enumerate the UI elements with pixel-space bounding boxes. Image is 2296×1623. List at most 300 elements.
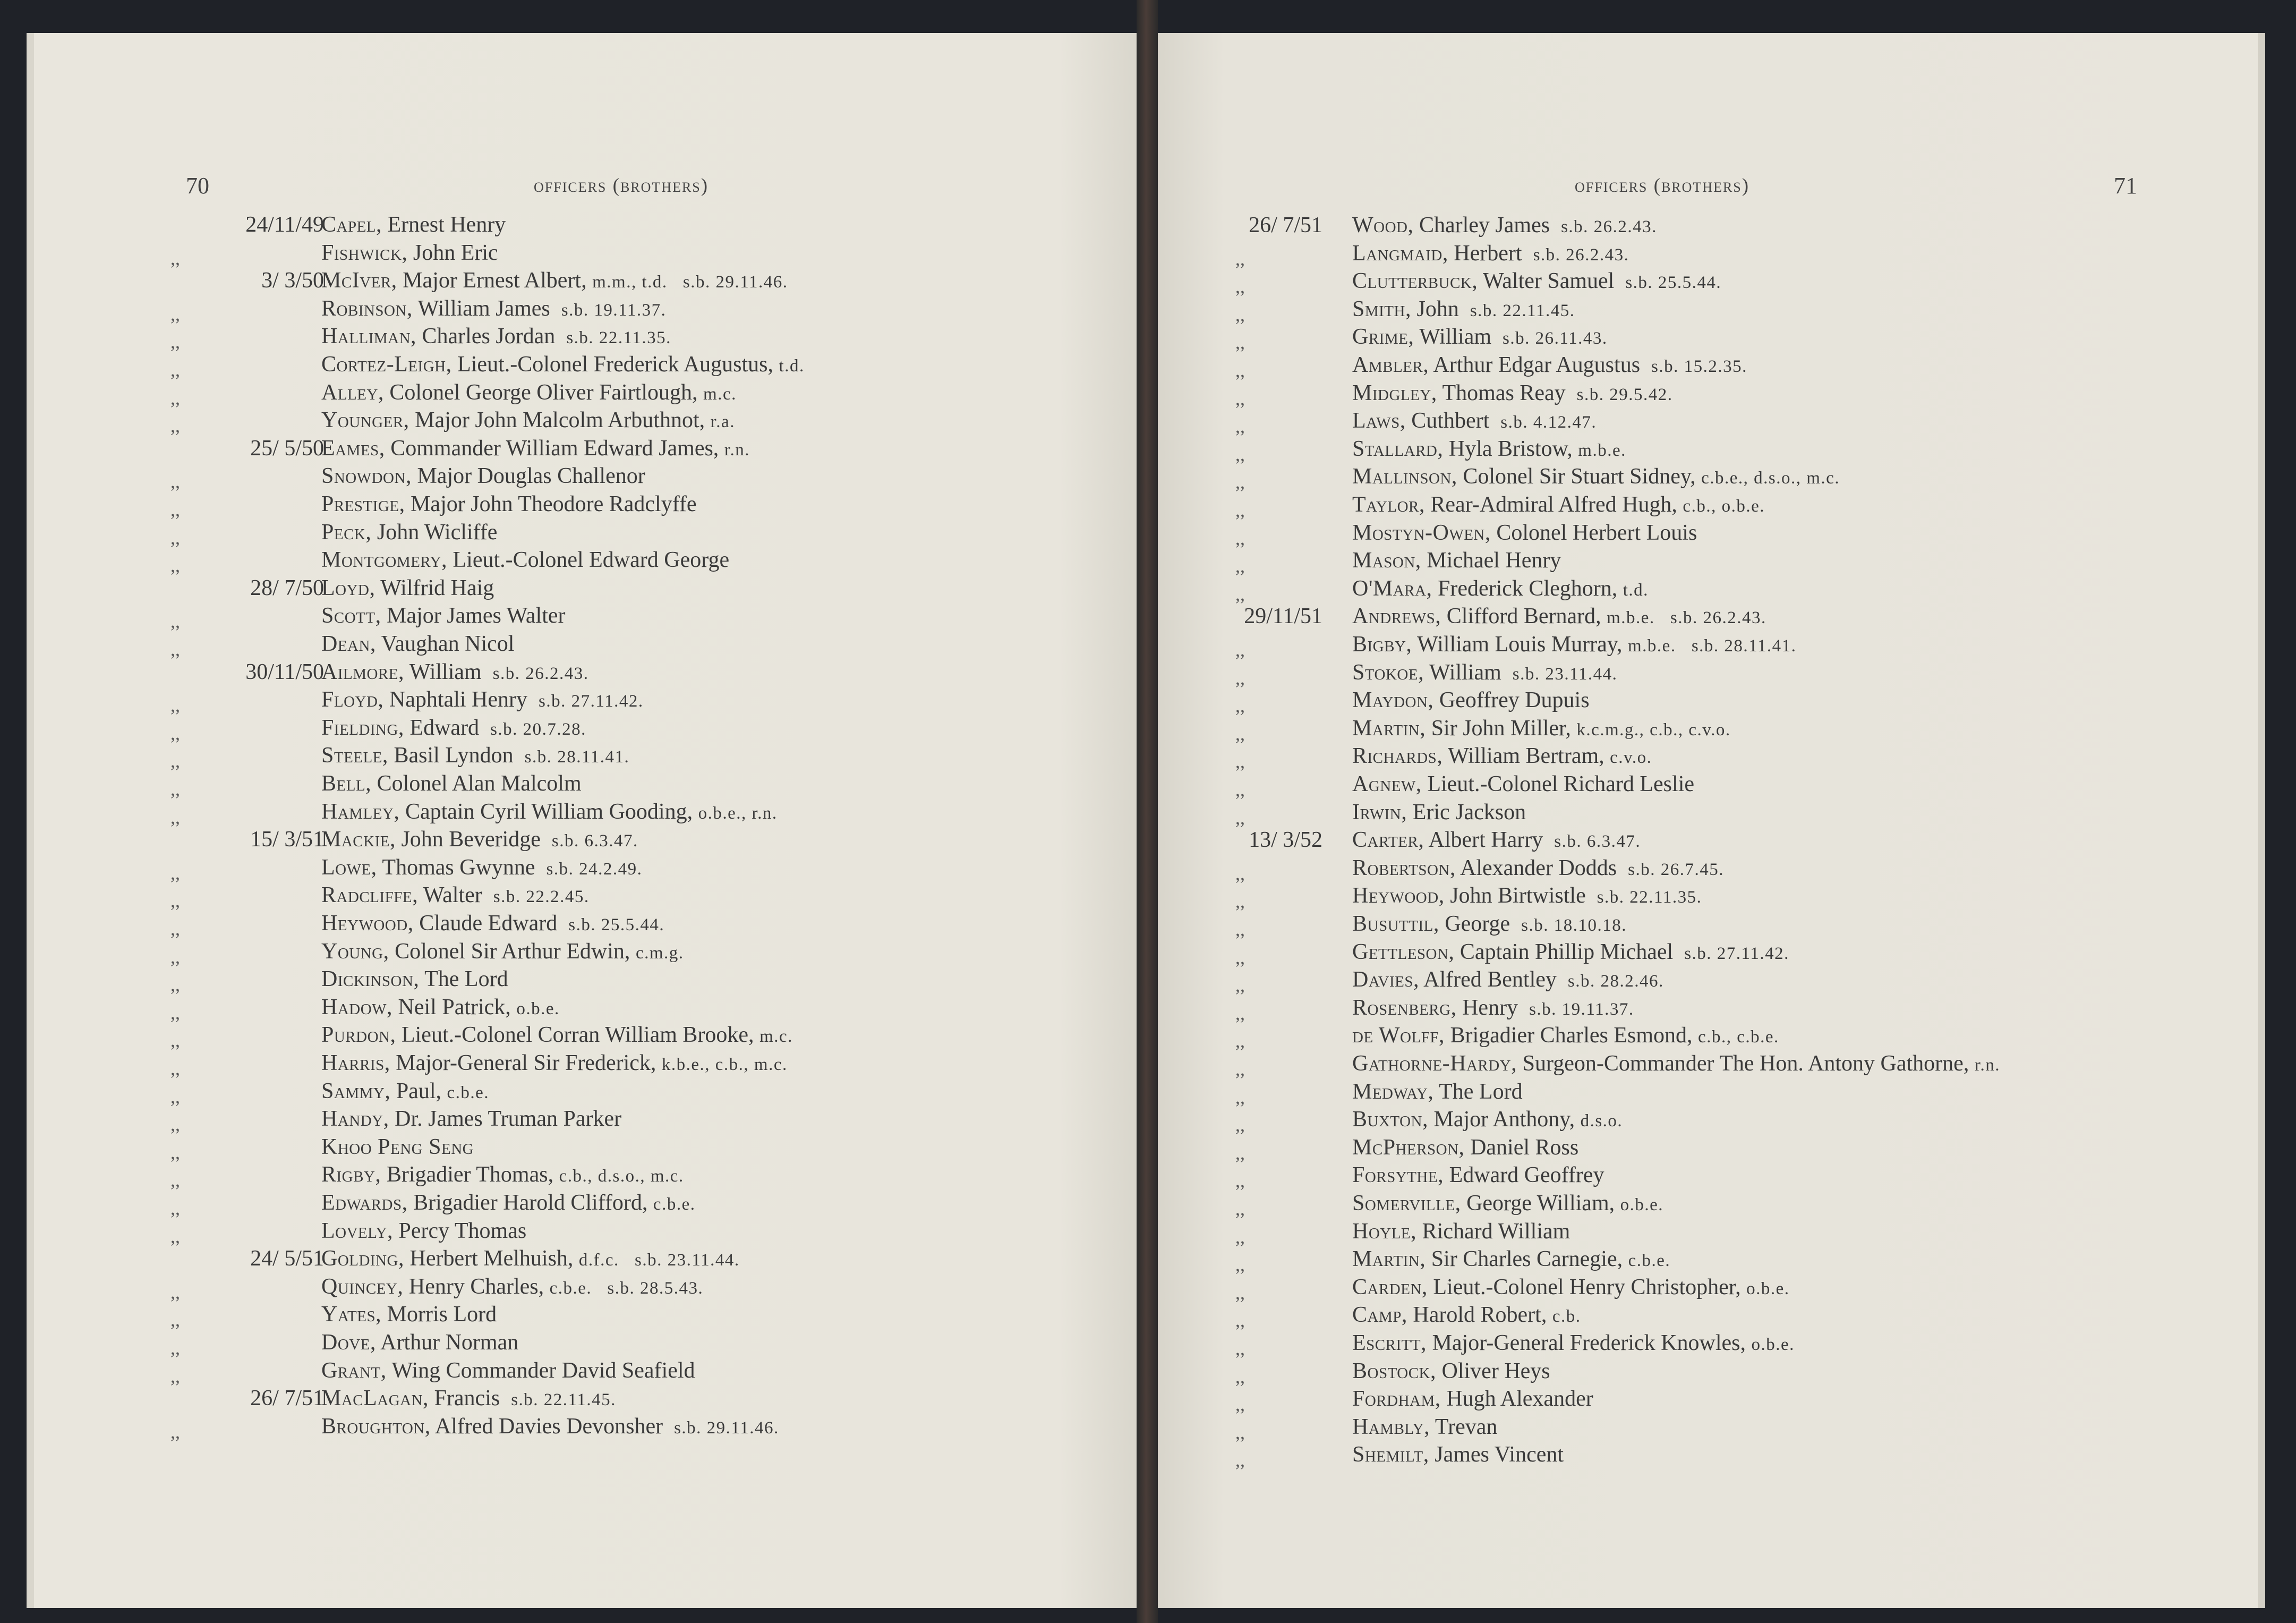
entry-name	[1352, 910, 1627, 939]
ditto-mark: ,,	[1235, 946, 1245, 968]
entry-name	[321, 406, 735, 436]
surname: Khoo Peng Seng	[321, 1134, 474, 1159]
entry-name	[1352, 1134, 1578, 1163]
honours: c.b., d.s.o., m.c.	[559, 1167, 684, 1186]
given-names: Thomas Reay	[1437, 380, 1577, 405]
entry-name	[321, 435, 750, 464]
honours: s.b. 15.2.35.	[1651, 357, 1747, 376]
ditto-mark: ,,	[170, 1365, 180, 1387]
entry-name	[1352, 1218, 1570, 1247]
given-names: Trevan	[1430, 1414, 1498, 1439]
ditto-mark: ,,	[1235, 248, 1245, 269]
given-names: Sir Charles Carnegie,	[1426, 1247, 1628, 1272]
honours: r.n.	[724, 440, 750, 460]
surname: Martin,	[1352, 1247, 1426, 1272]
given-names: William Bertram,	[1443, 744, 1610, 769]
entry-name	[1352, 379, 1672, 409]
entry-name	[1352, 435, 1626, 464]
surname: Medway,	[1352, 1079, 1434, 1104]
given-names: Wing Commander David Seafield	[386, 1358, 695, 1383]
ditto-mark: ,,	[1235, 667, 1245, 689]
surname: Halliman,	[321, 324, 417, 349]
surname: Quincey,	[321, 1274, 404, 1299]
entry-date: 29/11/51	[1244, 604, 1322, 629]
ditto-mark: ,,	[1235, 1393, 1245, 1415]
surname: Ambler,	[1352, 353, 1429, 377]
ditto-mark: ,,	[1235, 1058, 1245, 1080]
entry-name	[1352, 826, 1641, 855]
given-names: Charley James	[1413, 213, 1561, 237]
surname: Langmaid,	[1352, 241, 1448, 266]
ditto-mark: ,,	[170, 974, 180, 996]
given-names: Captain Cyril William Gooding,	[399, 799, 698, 824]
entry-name	[321, 574, 494, 604]
ditto-mark: ,,	[1235, 1226, 1245, 1247]
given-names: Herbert	[1448, 241, 1533, 266]
entry-name	[321, 965, 508, 995]
honours: c.b., o.b.e.	[1683, 497, 1765, 516]
given-names: Major John Theodore Radclyffe	[405, 492, 697, 516]
entry-name	[1352, 463, 1840, 492]
surname: Mason,	[1352, 548, 1421, 573]
honours: s.b. 6.3.47.	[551, 831, 638, 851]
ditto-mark: ,,	[1235, 360, 1245, 381]
given-names: Alexander Dodds	[1455, 855, 1628, 880]
given-names: James Vincent	[1429, 1442, 1564, 1467]
surname: Maydon,	[1352, 688, 1434, 713]
entry-name	[1352, 351, 1747, 380]
entry-date: 15/ 3/51	[250, 827, 324, 852]
given-names: Claude Edward	[413, 911, 569, 936]
honours: s.b. 22.11.35.	[566, 328, 671, 348]
honours: t.d.	[1623, 580, 1649, 600]
surname: Edwards,	[321, 1191, 408, 1215]
given-names: The Lord	[1433, 1079, 1523, 1104]
honours: s.b. 26.7.45.	[1628, 860, 1724, 879]
honours: s.b. 29.5.42.	[1576, 385, 1673, 404]
given-names: Eric Jackson	[1407, 800, 1526, 825]
surname: Escritt,	[1352, 1331, 1427, 1355]
honours: c.b.e. s.b. 28.5.43.	[549, 1278, 704, 1298]
given-names: Lieut.-Colonel Edward George	[447, 548, 730, 573]
entry-name	[1352, 240, 1629, 269]
ditto-mark: ,,	[1235, 1338, 1245, 1359]
entry-date: 3/ 3/50	[261, 268, 324, 293]
entry-name	[321, 1105, 621, 1134]
given-names: John Birtwistle	[1444, 883, 1597, 908]
honours: c.m.g.	[635, 943, 684, 963]
given-names: Frederick Cleghorn,	[1432, 576, 1623, 601]
entry-date: 26/ 7/51	[1249, 213, 1322, 237]
entry-name	[321, 770, 582, 799]
surname: Agnew,	[1352, 772, 1422, 796]
entry-date: 28/ 7/50	[250, 575, 324, 600]
surname: Martin,	[1352, 716, 1426, 741]
surname: Floyd,	[321, 687, 384, 712]
ditto-mark: ,,	[1235, 499, 1245, 521]
honours: s.b. 18.10.18.	[1521, 916, 1627, 935]
ditto-mark: ,,	[170, 1085, 180, 1107]
ditto-mark: ,,	[170, 778, 180, 800]
given-names: Henry Charles,	[403, 1274, 550, 1299]
surname: Irwin,	[1352, 800, 1407, 825]
surname: Wood,	[1352, 213, 1414, 237]
given-names: Ernest Henry	[382, 213, 506, 237]
honours: m.m., t.d. s.b. 29.11.46.	[592, 273, 788, 292]
surname: Camp,	[1352, 1303, 1407, 1328]
surname: Hamley,	[321, 799, 400, 824]
given-names: Walter Samuel	[1478, 269, 1626, 294]
entry-name	[321, 602, 566, 631]
surname: Dean,	[321, 632, 376, 656]
honours: s.b. 25.5.44.	[1625, 273, 1722, 293]
ditto-mark: ,,	[1235, 1254, 1245, 1276]
given-names: Wilfrid Haig	[375, 575, 494, 600]
honours: s.b. 6.3.47.	[1554, 832, 1641, 852]
surname: Davies,	[1352, 967, 1419, 992]
honours: s.b. 19.11.37.	[561, 300, 667, 320]
entry-name	[321, 798, 778, 827]
entry-name	[321, 1273, 703, 1302]
entry-date: 24/11/49	[245, 213, 324, 237]
entry-name	[321, 519, 497, 548]
given-names: Naphtali Henry	[383, 687, 539, 712]
entry-name	[1352, 1050, 2000, 1079]
entry-name	[1352, 715, 1731, 744]
surname: Rosenberg,	[1352, 995, 1457, 1020]
entry-name	[321, 993, 560, 1023]
entry-name	[1352, 994, 1634, 1023]
given-names: William	[404, 659, 493, 684]
given-names: William	[1414, 325, 1503, 350]
honours: r.n.	[1974, 1056, 2000, 1075]
entry-name	[1352, 1078, 1523, 1107]
entry-name	[1352, 491, 1765, 520]
entry-name	[1352, 966, 1664, 995]
honours: s.b. 4.12.47.	[1500, 413, 1597, 432]
given-names: Walter	[418, 883, 493, 908]
entry-name	[321, 462, 645, 491]
entry-name	[321, 910, 664, 939]
honours: m.c.	[703, 384, 737, 404]
given-names: Alfred Bentley	[1419, 967, 1568, 992]
honours: o.b.e.	[1620, 1195, 1664, 1214]
entry-name	[321, 1245, 740, 1274]
entry-name	[1352, 798, 1526, 828]
given-names: Colonel Alan Malcolm	[371, 771, 582, 796]
ditto-mark: ,,	[170, 1281, 180, 1303]
ditto-mark: ,,	[1235, 974, 1245, 996]
surname: Handy,	[321, 1107, 389, 1132]
surname: de Wolff,	[1352, 1023, 1445, 1048]
entry-date: 26/ 7/51	[250, 1386, 324, 1411]
entry-name	[1352, 547, 1561, 576]
entry-name	[1352, 1106, 1623, 1135]
given-names: Geoffrey Dupuis	[1433, 688, 1590, 713]
given-names: Basil Lyndon	[388, 743, 525, 768]
given-names: Major James Walter	[381, 604, 566, 628]
ditto-mark: ,,	[1235, 583, 1245, 605]
honours: s.b. 26.11.43.	[1503, 329, 1608, 349]
surname: Mallinson,	[1352, 464, 1457, 489]
ditto-mark: ,,	[170, 1114, 180, 1135]
given-names: Oliver Heys	[1436, 1358, 1550, 1383]
surname: Prestige,	[321, 492, 405, 516]
entry-name	[321, 1301, 497, 1330]
ditto-mark: ,,	[1235, 919, 1245, 940]
given-names: William James	[412, 296, 561, 321]
honours: k.b.e., c.b., m.c.	[661, 1055, 788, 1074]
given-names: Clifford Bernard,	[1441, 604, 1607, 629]
ditto-mark: ,,	[170, 526, 180, 548]
honours: c.b.e.	[447, 1083, 490, 1102]
given-names: Rear-Admiral Alfred Hugh,	[1424, 492, 1683, 517]
honours: s.b. 19.11.37.	[1529, 999, 1634, 1019]
surname: Forsythe,	[1352, 1163, 1444, 1188]
entry-name	[1352, 882, 1702, 911]
entry-name	[321, 239, 498, 268]
entry-name	[321, 490, 697, 520]
entry-name	[1352, 1301, 1581, 1330]
honours: s.b. 22.11.45.	[511, 1390, 616, 1410]
ditto-mark: ,,	[170, 1421, 180, 1442]
entry-name	[1352, 323, 1608, 352]
given-names: Dr. James Truman Parker	[389, 1107, 622, 1132]
given-names: Major John Malcolm Arbuthnot,	[409, 408, 711, 433]
entry-name	[1352, 742, 1652, 771]
entry-name	[321, 1217, 526, 1246]
surname: Rigby,	[321, 1162, 381, 1187]
surname: Peck,	[321, 520, 372, 545]
surname: Grant,	[321, 1358, 387, 1383]
honours: s.b. 26.2.43.	[1533, 245, 1629, 265]
honours: s.b. 24.2.49.	[546, 859, 643, 879]
ditto-mark: ,,	[1235, 1086, 1245, 1108]
ditto-mark: ,,	[1235, 1114, 1245, 1136]
given-names: George William,	[1461, 1191, 1620, 1216]
entry-name	[1352, 1245, 1670, 1274]
surname: Somerville,	[1352, 1191, 1461, 1216]
honours: s.b. 29.11.46.	[674, 1418, 779, 1438]
ditto-mark: ,,	[170, 471, 180, 492]
surname: Ailmore,	[321, 659, 404, 684]
ditto-mark: ,,	[170, 694, 180, 716]
entry-name	[1352, 938, 1789, 967]
surname: Steele,	[321, 743, 388, 768]
ditto-mark: ,,	[170, 555, 180, 576]
surname: Busuttil,	[1352, 912, 1439, 936]
surname: Broughton,	[321, 1414, 431, 1439]
entry-name	[1352, 686, 1590, 716]
ditto-mark: ,,	[170, 750, 180, 772]
given-names: Michael Henry	[1421, 548, 1561, 573]
ditto-mark: ,,	[1235, 1310, 1245, 1331]
surname: Fishwick,	[321, 240, 408, 265]
surname: Smith,	[1352, 296, 1411, 321]
surname: Laws,	[1352, 409, 1406, 434]
ditto-mark: ,,	[1235, 1449, 1245, 1471]
ditto-mark: ,,	[170, 722, 180, 744]
given-names: Hyla Bristow,	[1443, 436, 1578, 461]
honours: c.b.e.	[653, 1195, 696, 1214]
ditto-mark: ,,	[1235, 890, 1245, 912]
entry-name	[1352, 1161, 1604, 1191]
given-names: John Wicliffe	[371, 520, 498, 545]
surname: Carter,	[1352, 828, 1424, 853]
honours: m.c.	[759, 1027, 793, 1047]
given-names: George	[1439, 912, 1522, 936]
honours: t.d.	[779, 356, 805, 376]
surname: Robinson,	[321, 296, 413, 321]
surname: Sammy,	[321, 1078, 391, 1103]
entry-name	[1352, 575, 1649, 604]
ditto-mark: ,,	[1235, 1365, 1245, 1387]
honours: o.b.e.	[1751, 1335, 1795, 1354]
entry-name	[1352, 1385, 1593, 1414]
given-names: Major Ernest Albert,	[397, 268, 593, 293]
surname: Grime,	[1352, 325, 1414, 350]
given-names: Percy Thomas	[393, 1218, 527, 1243]
ditto-mark: ,,	[170, 1197, 180, 1219]
entry-name	[321, 1161, 684, 1190]
entry-name	[1352, 211, 1657, 241]
ditto-mark: ,,	[170, 1001, 180, 1023]
given-names: John Eric	[407, 240, 498, 265]
honours: d.s.o.	[1580, 1111, 1623, 1131]
given-names: Arthur Norman	[375, 1330, 519, 1355]
honours: s.b. 22.2.45.	[493, 887, 590, 907]
given-names: Thomas Gwynne	[377, 855, 547, 880]
given-names: Major Anthony,	[1428, 1107, 1581, 1132]
entry-name	[321, 1384, 616, 1414]
entry-name	[1352, 854, 1724, 883]
entry-date: 13/ 3/52	[1249, 828, 1322, 853]
ditto-mark: ,,	[1235, 779, 1245, 800]
surname: MacLagan,	[321, 1386, 429, 1411]
entry-name	[321, 379, 737, 408]
surname: Golding,	[321, 1246, 404, 1271]
honours: m.b.e. s.b. 26.2.43.	[1607, 608, 1766, 628]
honours: c.b.e.	[1628, 1251, 1671, 1271]
ditto-mark: ,,	[1235, 1002, 1245, 1024]
ditto-mark: ,,	[170, 946, 180, 967]
entry-name	[1352, 519, 1697, 548]
running-head-right: officers (brothers)	[1575, 175, 1750, 197]
surname: Bigby,	[1352, 632, 1412, 657]
surname: Lowe,	[321, 855, 377, 880]
given-names: Surgeon-Commander The Hon. Antony Gathorne,	[1517, 1051, 1975, 1076]
surname: Young,	[321, 939, 389, 964]
honours: s.b. 28.2.46.	[1567, 972, 1664, 991]
given-names: Brigadier Harold Clifford,	[407, 1191, 653, 1215]
ditto-mark: ,,	[170, 1337, 180, 1358]
honours: s.b. 27.11.42.	[1684, 944, 1789, 963]
ditto-mark: ,,	[1235, 1421, 1245, 1443]
surname: Dove,	[321, 1330, 376, 1355]
page-number-right: 71	[2114, 173, 2137, 199]
entry-name	[321, 1413, 779, 1442]
honours: s.b. 22.11.35.	[1597, 888, 1702, 907]
given-names: Brigadier Thomas,	[381, 1162, 559, 1187]
given-names: John	[1411, 296, 1470, 321]
honours: s.b. 22.11.45.	[1470, 301, 1575, 320]
ditto-mark: ,,	[1235, 1281, 1245, 1303]
ditto-mark: ,,	[170, 918, 180, 939]
given-names: Harold Robert,	[1407, 1303, 1552, 1328]
surname: Buxton,	[1352, 1107, 1428, 1132]
surname: Cortez-Leigh,	[321, 352, 452, 377]
ditto-mark: ,,	[170, 1030, 180, 1051]
given-names: Henry	[1456, 995, 1530, 1020]
honours: m.b.e. s.b. 28.11.41.	[1628, 636, 1797, 656]
entry-name	[321, 854, 642, 883]
entry-name	[1352, 1189, 1663, 1219]
entry-date: 25/ 5/50	[250, 436, 324, 461]
entry-name	[321, 351, 805, 380]
entry-name	[1352, 602, 1766, 632]
ditto-mark: ,,	[1235, 695, 1245, 717]
surname: Radcliffe,	[321, 883, 419, 908]
entry-name	[321, 322, 671, 352]
entry-name	[321, 658, 589, 687]
given-names: Major-General Sir Frederick,	[390, 1051, 662, 1075]
ditto-mark: ,,	[1235, 415, 1245, 437]
honours: o.b.e.	[1746, 1279, 1790, 1298]
entry-date: 24/ 5/51	[250, 1246, 324, 1271]
ditto-mark: ,,	[170, 331, 180, 353]
surname: McIver,	[321, 268, 397, 293]
entry-name	[1352, 1273, 1790, 1303]
ditto-mark: ,,	[1235, 806, 1245, 828]
entry-name	[1352, 295, 1575, 325]
surname: Alley,	[321, 380, 384, 405]
surname: Snowdon,	[321, 464, 412, 489]
entry-name	[321, 1077, 489, 1107]
given-names: Colonel Sir Arthur Edwin,	[389, 939, 636, 964]
honours: s.b. 27.11.42.	[539, 692, 644, 711]
entry-name	[321, 938, 684, 967]
entry-name	[1352, 1441, 1564, 1470]
surname: Purdon,	[321, 1023, 396, 1048]
ditto-mark: ,,	[1235, 723, 1245, 744]
given-names: John Beveridge	[395, 827, 552, 852]
given-names: Charles Jordan	[416, 324, 567, 349]
surname: Montgomery,	[321, 548, 448, 573]
given-names: Paul,	[390, 1078, 447, 1103]
entry-name	[1352, 407, 1597, 436]
ditto-mark: ,,	[1235, 276, 1245, 298]
given-names: Lieut.-Colonel Frederick Augustus,	[451, 352, 779, 377]
entry-name	[321, 1133, 474, 1162]
surname: Heywood,	[321, 911, 414, 936]
ditto-mark: ,,	[170, 1169, 180, 1191]
ditto-mark: ,,	[1235, 443, 1245, 465]
given-names: Edward	[404, 715, 491, 740]
entry-name	[321, 826, 638, 855]
surname: Andrews,	[1352, 604, 1441, 629]
surname: Carden,	[1352, 1274, 1428, 1299]
given-names: Colonel George Oliver Fairtlough,	[383, 380, 704, 405]
ditto-mark: ,,	[170, 890, 180, 912]
given-names: Alfred Davies Devonsher	[430, 1414, 675, 1439]
surname: Gathorne-Hardy,	[1352, 1051, 1517, 1076]
entry-name	[321, 630, 514, 659]
left-page	[27, 33, 1137, 1608]
entry-name	[321, 1329, 518, 1358]
surname: Eames,	[321, 436, 385, 461]
entry-name	[1352, 1357, 1550, 1387]
honours: d.f.c. s.b. 23.11.44.	[578, 1251, 740, 1270]
